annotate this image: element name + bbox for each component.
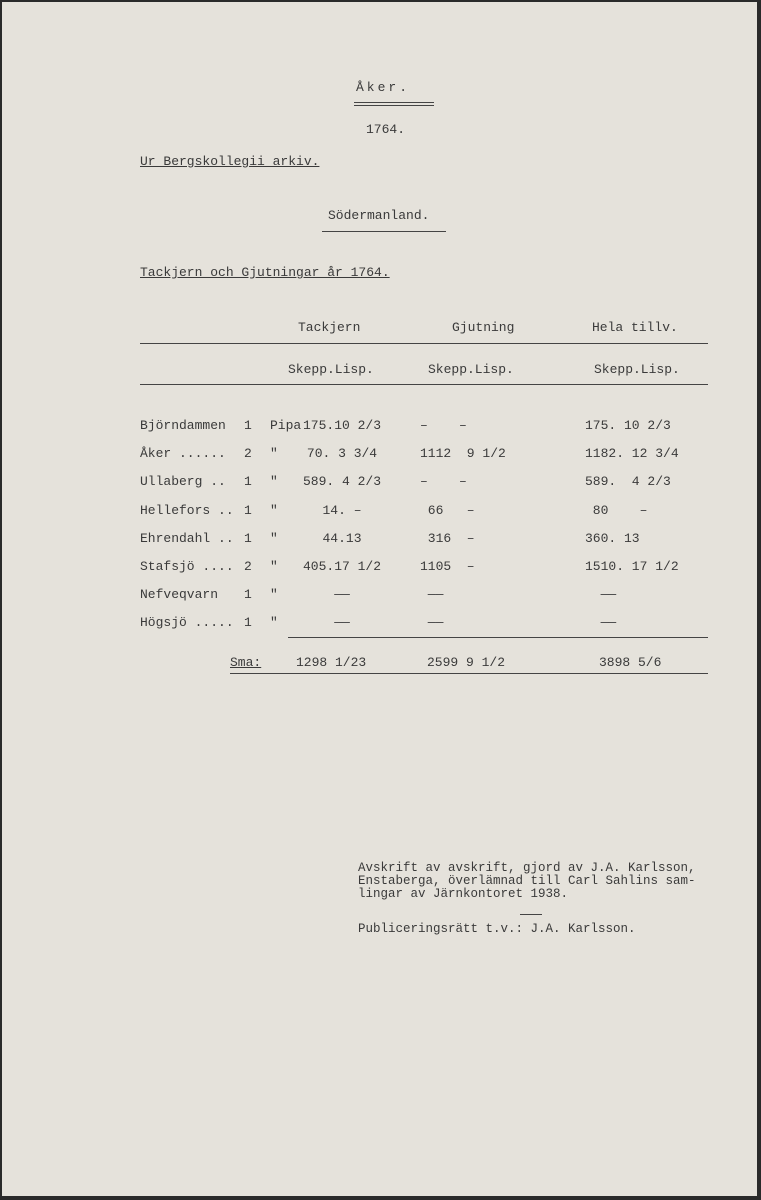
cell-hela: 1510. 17 1/2 <box>585 559 679 574</box>
table-row <box>2 418 757 438</box>
cell-name: Ehrendahl .. <box>140 530 234 546</box>
cell-hela: 589. 4 2/3 <box>585 474 671 490</box>
cell-tackjern: 175.10 2/3 <box>302 418 381 433</box>
table-row <box>2 587 757 607</box>
cell-tackjern: 589. 4 2/3 <box>302 474 381 490</box>
header-rule <box>140 343 708 344</box>
title-double-rule <box>354 102 434 103</box>
sum-underline <box>230 673 708 674</box>
sum-label: Sma: <box>230 655 262 670</box>
cell-count: 1 <box>244 474 252 490</box>
table-row <box>2 503 757 523</box>
cell-gjutning: 316 – <box>420 530 475 546</box>
unit-gjutning: Skepp.Lisp. <box>428 362 514 377</box>
document-page <box>2 2 757 1196</box>
cell-tackjern: 70. 3 3/4 <box>306 446 378 462</box>
cell-unit: " <box>270 615 278 631</box>
cell-hela: 360. 13 <box>585 530 640 546</box>
header-tackjern: Tackjern <box>298 320 361 335</box>
cell-hela: —— <box>585 587 617 603</box>
cell-gjutning: —— <box>420 587 444 603</box>
region: Södermanland. <box>328 208 430 223</box>
cell-count: 1 <box>244 587 252 603</box>
table-row <box>2 474 757 494</box>
cell-name: Åker ...... <box>140 446 226 462</box>
cell-unit: " <box>270 446 278 462</box>
table-row <box>2 615 757 635</box>
cell-count: 1 <box>244 418 252 433</box>
cell-gjutning: 1112 9 1/2 <box>420 446 506 462</box>
header-gjutning: Gjutning <box>452 320 515 335</box>
sum-hela: 3898 5/6 <box>599 655 662 670</box>
cell-tackjern: —— <box>334 615 350 631</box>
cell-count: 1 <box>244 615 252 631</box>
cell-unit: " <box>270 474 278 490</box>
table-row <box>2 559 757 579</box>
cell-tackjern: 44.13 <box>322 530 362 546</box>
sum-rule <box>288 637 708 638</box>
unit-hela: Skepp.Lisp. <box>594 362 680 377</box>
cell-hela: —— <box>585 615 617 631</box>
title: Åker. <box>356 80 411 95</box>
cell-hela: 80 – <box>585 502 648 518</box>
cell-unit: " <box>270 559 278 574</box>
cell-count: 2 <box>244 446 252 462</box>
cell-unit: Pipa <box>270 418 302 433</box>
subtitle: Tackjern och Gjutningar år 1764. <box>140 265 390 280</box>
cell-name: Stafsjö .... <box>140 559 234 574</box>
footnote-divider <box>520 914 542 915</box>
region-rule <box>322 231 446 232</box>
cell-name: Björndammen <box>140 418 226 433</box>
unit-tackjern: Skepp.Lisp. <box>288 362 374 377</box>
cell-gjutning: 1105 – <box>420 559 475 574</box>
cell-unit: " <box>270 530 278 546</box>
cell-tackjern: 14. – <box>322 502 362 518</box>
cell-name: Nefveqvarn <box>140 587 219 603</box>
cell-count: 1 <box>244 502 252 518</box>
cell-count: 2 <box>244 559 252 574</box>
cell-tackjern: 405.17 1/2 <box>302 559 381 574</box>
cell-unit: " <box>270 502 278 518</box>
source: Ur Bergskollegii arkiv. <box>140 154 320 169</box>
cell-gjutning: – – <box>420 418 467 433</box>
sum-gjutning: 2599 9 1/2 <box>427 655 506 670</box>
cell-name: Hellefors .. <box>140 502 234 518</box>
rights: Publiceringsrätt t.v.: J.A. Karlsson. <box>358 922 636 936</box>
table-row <box>2 531 757 551</box>
cell-gjutning: 66 – <box>420 502 475 518</box>
cell-count: 1 <box>244 530 252 546</box>
year: 1764. <box>366 122 406 137</box>
table-row <box>2 446 757 466</box>
title-double-rule-2 <box>354 105 434 106</box>
cell-name: Ullaberg .. <box>140 474 226 490</box>
header-hela: Hela tillv. <box>592 320 678 335</box>
cell-tackjern: —— <box>334 587 350 603</box>
cell-hela: 1182. 12 3/4 <box>585 446 679 462</box>
unit-rule <box>140 384 708 385</box>
footnote: Avskrift av avskrift, gjord av J.A. Karlsson, Enstaberga, överlämnad till Carl Sahlins sam- lingar av Järnkontoret 1938. <box>358 861 696 901</box>
sum-tackjern: 1298 1/23 <box>296 655 367 670</box>
cell-gjutning: —— <box>420 615 444 631</box>
cell-unit: " <box>270 587 278 603</box>
cell-gjutning: – – <box>420 474 467 490</box>
cell-hela: 175. 10 2/3 <box>585 418 671 433</box>
cell-name: Högsjö ..... <box>140 615 234 631</box>
